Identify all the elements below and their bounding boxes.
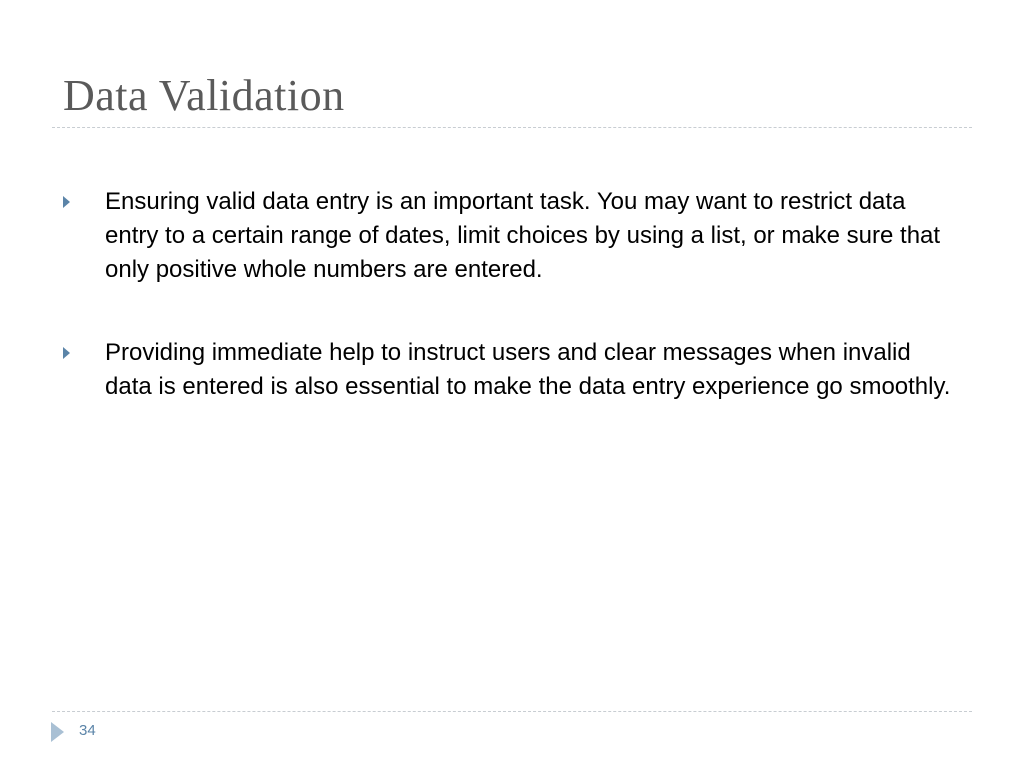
footer-divider — [52, 711, 972, 712]
footer-triangle-icon — [51, 722, 64, 742]
slide-title: Data Validation — [63, 71, 345, 120]
bullet-list — [63, 185, 963, 453]
bullet-item — [63, 185, 963, 287]
page-number: 34 — [79, 722, 96, 739]
triangle-bullet-icon — [63, 347, 70, 359]
triangle-bullet-icon — [63, 196, 70, 208]
bullet-text: Providing immediate help to instruct users and clear messages when invalid data is entered is also essential to make the data entry experience go smoothly. — [105, 339, 951, 400]
bullet-item — [63, 336, 963, 404]
bullet-text: Ensuring valid data entry is an important task. You may want to restrict data entry to a certain range of dates, limit choices by using a list, or make sure that only positive whole numbers are entered. — [105, 188, 941, 283]
title-divider — [52, 127, 972, 128]
